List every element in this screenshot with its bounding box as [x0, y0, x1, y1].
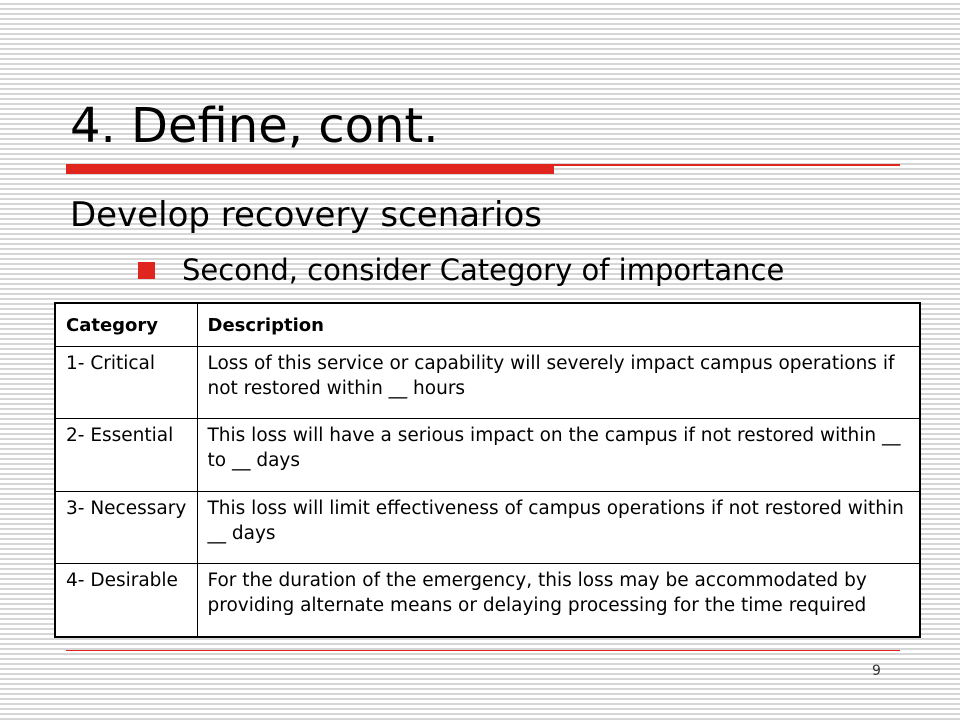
header-description: Description: [197, 303, 920, 347]
category-cell: 3- Necessary: [55, 491, 197, 563]
slide-title: 4. Define, cont.: [70, 98, 439, 154]
description-cell: Loss of this service or capability will severely impact campus operations if not restored within __ hours: [197, 347, 920, 419]
table-header-row: [55, 303, 920, 347]
category-table: [54, 302, 921, 638]
square-bullet-icon: [138, 262, 155, 279]
page-number: 9: [872, 663, 881, 679]
description-cell: This loss will limit effectiveness of campus operations if not restored within __ days: [197, 491, 920, 563]
table-row: [55, 491, 920, 563]
bullet-item: [138, 248, 784, 292]
footer-accent-line: [66, 650, 900, 651]
category-cell: 2- Essential: [55, 419, 197, 491]
category-cell: 1- Critical: [55, 347, 197, 419]
category-cell: 4- Desirable: [55, 564, 197, 637]
table-row: [55, 564, 920, 637]
description-cell: For the duration of the emergency, this loss may be accommodated by providing alternate means or delaying processing for the time required: [197, 564, 920, 637]
slide-subtitle: Develop recovery scenarios: [70, 195, 543, 235]
table-row: [55, 347, 920, 419]
table-row: [55, 419, 920, 491]
header-category: Category: [55, 303, 197, 347]
title-accent-line: [554, 164, 900, 166]
title-accent-bar: [66, 164, 554, 174]
bullet-text: Second, consider Category of importance: [182, 253, 785, 287]
description-cell: This loss will have a serious impact on the campus if not restored within __ to __ days: [197, 419, 920, 491]
